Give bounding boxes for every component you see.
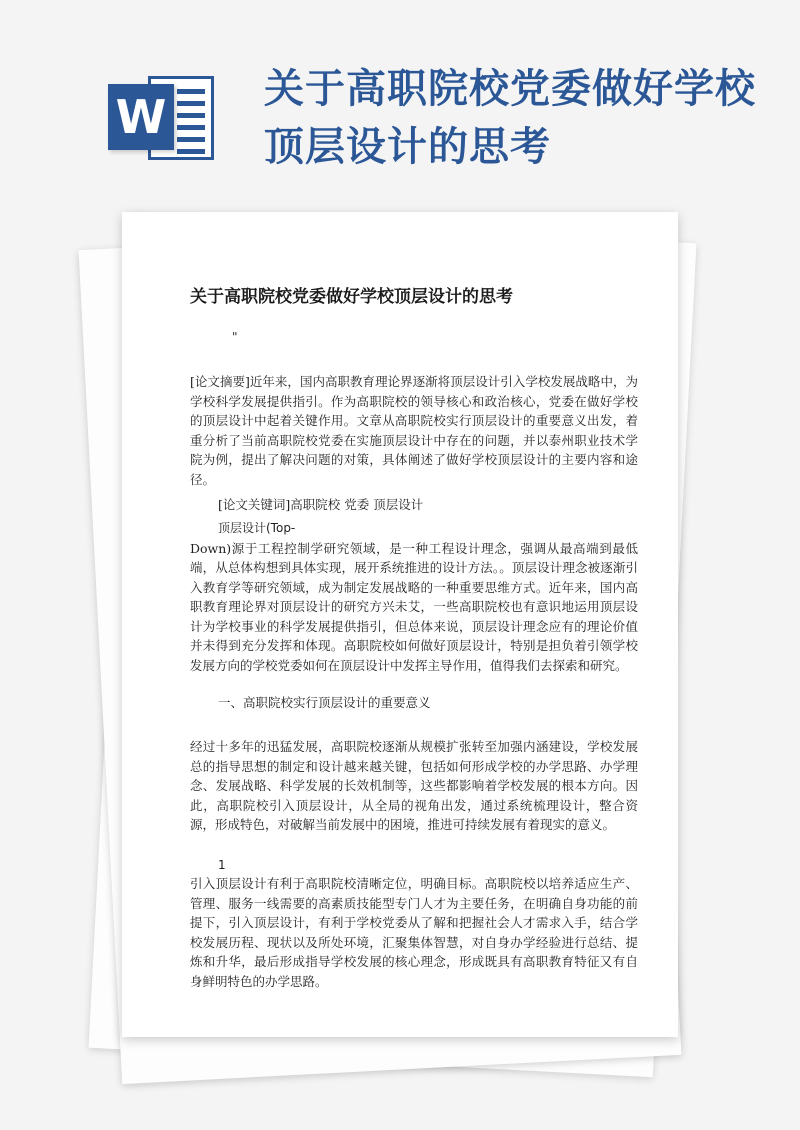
- intro-lead: 顶层设计(Top-: [218, 521, 296, 535]
- keywords-line: [论文关键词]高职院校 党委 顶层设计: [218, 497, 424, 512]
- document-page: [122, 212, 678, 1037]
- header-banner: [0, 0, 800, 190]
- intro-body: Down)源于工程控制学研究领域，是一种工程设计理念，强调从最高端到最低端，从总体构想到具体实现，展开系统推进的设计方法。。顶层设计理念被逐渐引入教育学等研究领域，成为制定发展战略的一种重要思维方式。近年来，国内高职教育理论界对顶层设计的研究方兴未艾，一些高职院校也有意识地运用顶层设计为学校事业的科学发展提供指引，但总体来说，顶层设计理念应有的理论价值并未得到充分发挥和体现。高职院校如何做好顶层设计，特别是担负着引领学校发展方向的学校党委如何在顶层设计中发挥主导作用，值得我们去探索和研究。: [190, 540, 638, 673]
- quote-mark: ": [232, 330, 238, 344]
- document-title: 关于高职院校党委做好学校顶层设计的思考: [190, 287, 513, 307]
- banner-title: 关于高职院校党委做好学校顶层设计的思考: [264, 66, 756, 170]
- word-logo-letter: W: [108, 84, 174, 150]
- abstract-paragraph: [论文摘要]近年来，国内高职教育理论界逐渐将顶层设计引入学校发展战略中，为学校科学发展提供指引。作为高职院校的领导核心和政治核心，党委在做好学校的顶层设计中起着关键作用。文章从高职院校实行顶层设计的重要意义出发，着重分析了当前高职院校党委在实施顶层设计中存在的问题，并以泰州职业技术学院为例，提出了解决问题的对策，具体阐述了做好学校顶层设计的主要内容和途径。: [190, 374, 638, 487]
- intro-paragraph: [190, 518, 638, 675]
- section-paragraph: 经过十多年的迅猛发展，高职院校逐渐从规模扩张转至加强内涵建设，学校发展总的指导思想的制定和设计越来越关键，包括如何形成学校的办学思路、办学理念、发展战略、科学发展的长效机制等，这些都影响着学校发展的根本方向。因此，高职院校引入顶层设计，从全局的视角出发，通过系统梳理设计，整合资源，形成特色，对破解当前发展中的困境，推进可持续发展有着现实的意义。: [190, 739, 638, 832]
- section-heading: 一、高职院校实行顶层设计的重要意义: [218, 695, 431, 710]
- point-paragraph: 引入顶层设计有利于高职院校清晰定位，明确目标。高职院校以培养适应生产、管理、服务一线需要的高素质技能型专门人才为主要任务，在明确自身功能的前提下，引入顶层设计，有利于学校党委从了解和把握社会人才需求入手，结合学校发展历程、现状以及所处环境，汇聚集体智慧，对自身办学经验进行总结、提炼和升华，最后形成指导学校发展的核心理念，形成既具有高职教育特征又有自身鲜明特色的办学思路。: [190, 876, 638, 989]
- point-number: 1: [218, 858, 226, 872]
- word-document-icon: [108, 70, 218, 166]
